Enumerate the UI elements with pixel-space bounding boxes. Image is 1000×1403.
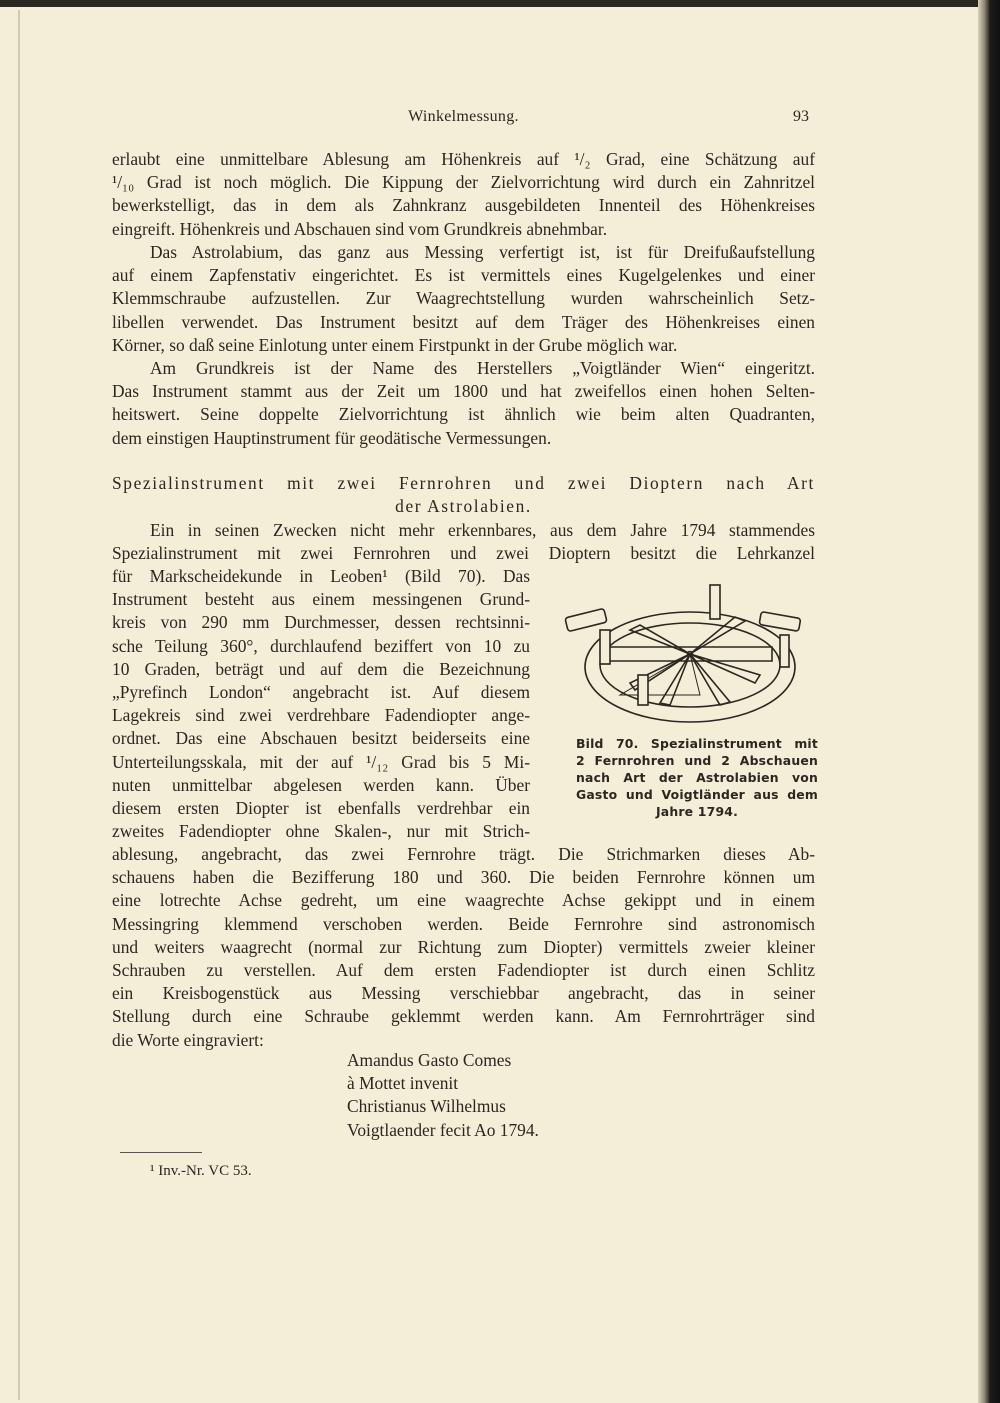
text-line: 10 Graden, beträgt und auf dem die Bezeichnung <box>112 658 530 679</box>
text-line: Instrument besteht aus einem messingenen Grund- <box>112 589 530 610</box>
page-left-edge <box>18 10 20 1400</box>
caption-line: Jahre 1794. <box>655 804 738 819</box>
text-line: libellen verwendet. Das Instrument besitzt auf dem Träger des Höhenkreises einen <box>112 311 815 332</box>
scan-top-border <box>0 0 1000 7</box>
paragraph-3 <box>112 357 815 450</box>
text-line: ordnet. Das eine Abschauen besitzt beiderseits eine <box>112 728 530 749</box>
inscription-line: à Mottet invenit <box>347 1073 459 1094</box>
footnote: ¹ Inv.-Nr. VC 53. <box>150 1163 252 1179</box>
text-line: Klemmschraube aufzustellen. Zur Waagrechtstellung wurden wahrscheinlich Setz- <box>112 288 815 309</box>
text-line: Das Astrolabium, das ganz aus Messing verfertigt ist, ist für Dreifußaufstellung <box>150 242 815 262</box>
text-line: schauens haben die Bezifferung 180 und 360. Die beiden Fernrohre können um <box>112 867 815 888</box>
inscription-line: Voigtlaender fecit Ao 1794. <box>347 1119 539 1140</box>
paragraph-4-continued <box>112 843 815 1052</box>
text-line: Am Grundkreis ist der Name des Herstellers „Voigtländer Wien“ eingeritzt. <box>150 358 815 378</box>
text-line: zweites Fadendiopter ohne Skalen-, nur mit Strich- <box>112 821 530 842</box>
page-number: 93 <box>793 108 809 125</box>
text-line: und weiters waagrecht (normal zur Richtung zum Diopter) vermittels zweier kleiner <box>112 936 815 957</box>
text-line: Messingring klemmend verschoben werden. Beide Fernrohre sind astronomisch <box>112 913 815 934</box>
text-line: Schrauben zu verstellen. Auf dem ersten Fadendiopter ist durch einen Schlitz <box>112 959 815 980</box>
text-line: eingreift. Höhenkreis und Abschauen sind vom Grundkreis abnehmbar. <box>112 218 608 239</box>
inner-circle <box>600 623 780 707</box>
text-line: ¹/₁₀ Grad ist noch möglich. Die Kippung der Zielvorrichtung wird durch ein Zahnritzel <box>112 172 815 193</box>
text-line: diesem ersten Diopter ist ebenfalls verdrehbar ein <box>112 797 530 818</box>
running-header <box>112 108 815 130</box>
paragraph-4-intro <box>112 519 815 565</box>
text-line: heitswert. Seine doppelte Zielvorrichtung ist ähnlich wie beim alten Quadranten, <box>112 404 815 425</box>
text-line: kreis von 290 mm Durchmesser, dessen rechtsinni- <box>112 612 530 633</box>
caption-line: Bild 70. Spezialinstrument mit <box>576 736 818 751</box>
text-line: für Markscheidekunde in Leoben¹ (Bild 70). Das <box>112 566 530 586</box>
text-line: sche Teilung 360°, durchlaufend beziffert von 10 zu <box>112 635 530 656</box>
text-line: erlaubt eine unmittelbare Ablesung am Höhenkreis auf ¹/₂ Grad, eine Schätzung auf <box>112 149 815 169</box>
text-line: „Pyrefinch London“ angebracht ist. Auf diesem <box>112 681 530 702</box>
text-line: Körner, so daß seine Einlotung unter einem Firstpunkt in der Grube möglich war. <box>112 334 678 355</box>
diopter-top <box>710 585 720 619</box>
text-line: dem einstigen Hauptinstrument für geodätische Vermessungen. <box>112 427 552 448</box>
section-heading <box>112 472 815 518</box>
text-line: Lagekreis sind zwei verdrehbare Fadendiopter ange- <box>112 705 530 726</box>
text-line: Unterteilungsskala, mit der auf ¹/₁₂ Grad bis 5 Mi- <box>112 751 530 772</box>
paragraph-1 <box>112 148 815 241</box>
paragraph-4-beside-figure <box>112 565 530 843</box>
text-line: ablesung, angebracht, das zwei Fernrohre trägt. Die Strichmarken dieses Ab- <box>112 844 815 864</box>
figure-caption <box>576 735 818 820</box>
caption-line: nach Art der Astrolabien von <box>576 770 818 785</box>
telescope-left <box>565 608 607 631</box>
text-line: Spezialinstrument mit zwei Fernrohren und zwei Dioptern besitzt die Lehrkanzel <box>112 543 815 564</box>
text-line: bewerkstelligt, das in dem als Zahnkranz ausgebildeten Innenteil des Höhenkreises <box>112 195 815 216</box>
inscription-line: Christianus Wilhelmus <box>347 1096 506 1117</box>
diopter-bottom <box>638 675 648 705</box>
text-line: Stellung durch eine Schraube geklemmt werden kann. Am Fernrohrträger sind <box>112 1006 815 1027</box>
inscription <box>347 1049 539 1142</box>
text-line: eine lotrechte Achse gedreht, um eine waagrechte Achse gekippt und in einem <box>112 890 815 911</box>
diopter-right <box>780 635 789 667</box>
outer-circle <box>585 612 795 722</box>
inscription-line: Amandus Gasto Comes <box>347 1050 512 1070</box>
caption-line: Gasto und Voigtländer aus dem <box>576 787 818 802</box>
paragraph-2 <box>112 241 815 357</box>
text-line: Das Instrument stammt aus der Zeit um 1800 und hat zweifellos einen hohen Selten- <box>112 381 815 402</box>
figure-70-instrument-drawing <box>560 575 822 735</box>
footnote-rule <box>120 1152 202 1153</box>
diopter-left <box>600 630 610 664</box>
text-line: Ein in seinen Zwecken nicht mehr erkennbares, aus dem Jahre 1794 stammendes <box>150 520 815 540</box>
text-line: nuten unmittelbar abgelesen werden kann. Über <box>112 774 530 795</box>
book-spine-shadow <box>978 0 1000 1403</box>
running-title: Winkelmessung. <box>408 108 519 125</box>
section-heading-line: Spezialinstrument mit zwei Fernrohren und zwei Dioptern nach Art <box>112 473 815 493</box>
text-line: die Worte eingraviert: <box>112 1029 264 1050</box>
text-line: auf einem Zapfenstativ eingerichtet. Es ist vermittels eines Kugelgelenkes und einer <box>112 265 815 286</box>
section-heading-line: der Astrolabien. <box>395 496 532 517</box>
caption-line: 2 Fernrohren und 2 Abschauen <box>576 753 818 768</box>
text-line: ein Kreisbogenstück aus Messing verschiebbar angebracht, das in seiner <box>112 983 815 1004</box>
